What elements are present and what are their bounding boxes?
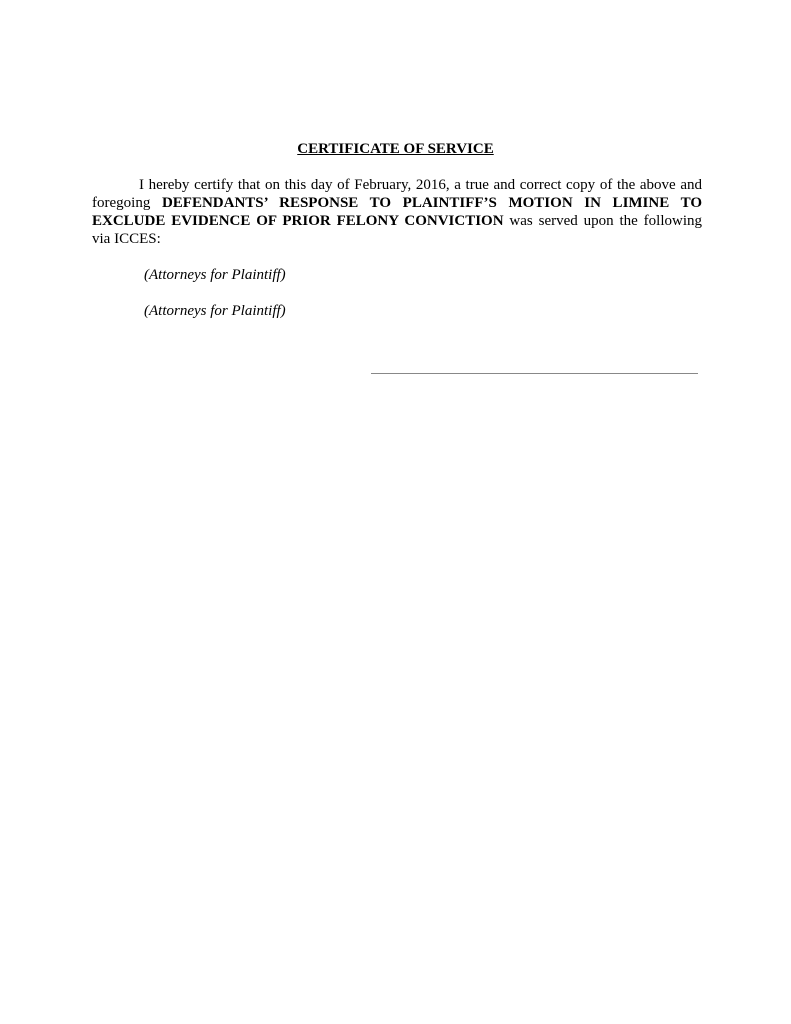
recipient-attorneys-1: (Attorneys for Plaintiff): [144, 267, 286, 283]
recipient-attorneys-2: (Attorneys for Plaintiff): [144, 303, 286, 319]
certificate-body-document-title: DEFENDANTS’ RESPONSE TO PLAINTIFF’S MOTION IN LIMINE TO EXCLUDE EVIDENCE OF PRIOR FELONY CONVICTION: [92, 195, 702, 229]
certificate-title: CERTIFICATE OF SERVICE: [297, 141, 494, 157]
signature-line: [371, 373, 698, 374]
certificate-body-outro: was served upon the following via ICCES:: [92, 213, 702, 247]
certificate-body: [92, 176, 702, 248]
certificate-body-intro: I hereby certify that on this day of February, 2016, a true and correct copy of the above and foregoing: [92, 177, 702, 211]
